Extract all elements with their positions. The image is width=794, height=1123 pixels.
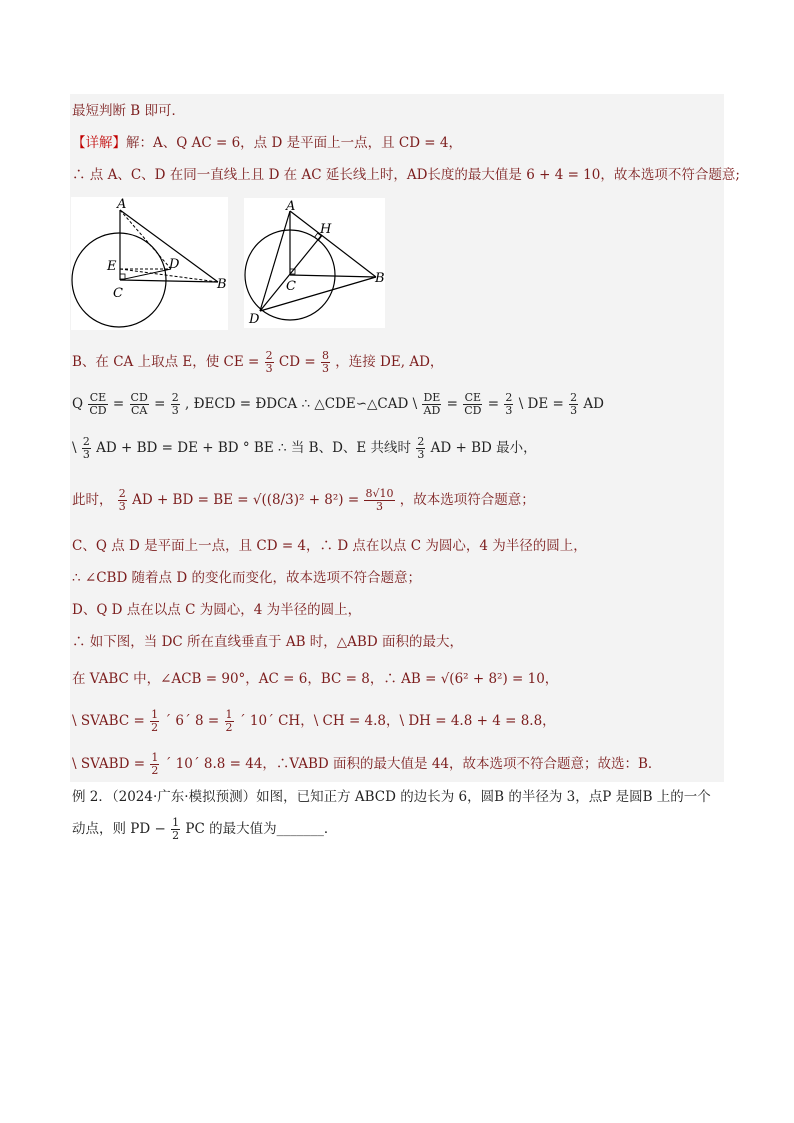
fig2-label-d: D — [249, 312, 260, 327]
fraction-numerator: 2 — [505, 391, 513, 404]
example-2-text: 例 2．（2024·广东·模拟预测）如图，已知正方 ABCD 的边长为 6，圆B 的半径为 3，点P 是圆B 上的一个 — [72, 789, 711, 805]
fraction-denominator: CA — [130, 404, 148, 417]
example-2-line-1 — [72, 788, 711, 806]
fraction-numerator: CE — [464, 391, 482, 404]
fraction-denominator: 3 — [570, 404, 578, 417]
text-line-3 — [72, 166, 740, 184]
line-4-part-a: B、在 CA 上取点 E，使 CE = — [72, 354, 260, 370]
line-5-part-b: , ÐECD = ÐDCA ∴ △CDE∽△CAD \ — [184, 396, 418, 412]
fraction — [82, 436, 91, 461]
figure-1-diagram — [71, 197, 228, 330]
fraction-denominator: 2 — [151, 721, 159, 734]
line-14-part-b: ´ 10´ 8.8 = 44，∴VABD 面积的最大值是 44，故本选项不符合题意；故选：B． — [164, 756, 662, 772]
line-6-part-a: \ — [72, 440, 77, 456]
line-10-text: D、Q D 点在以点 C 为圆心，4 为半径的圆上， — [72, 602, 362, 618]
fraction — [422, 392, 441, 417]
fraction-denominator: CD — [464, 404, 482, 417]
fig2-label-b: B — [375, 271, 385, 286]
fraction-numerator: 2 — [265, 349, 273, 362]
line-13-part-b: ´ 6´ 8 = — [164, 713, 220, 729]
text-line-8 — [72, 537, 587, 555]
fig1-label-a: A — [117, 197, 127, 212]
fraction — [130, 392, 149, 417]
fraction-numerator: 2 — [417, 435, 425, 448]
line-4-part-b: CD = — [278, 354, 316, 370]
example-2-part-a: 动点，则 PD − — [72, 821, 166, 837]
text-line-5 — [72, 392, 604, 417]
fraction-denominator: 3 — [82, 448, 90, 461]
fraction — [321, 350, 330, 375]
fraction-denominator: 3 — [265, 362, 273, 375]
fraction — [118, 488, 127, 513]
fig1-label-d: D — [169, 257, 180, 272]
line-5-part-a: Q — [72, 396, 84, 412]
fraction-denominator: AD — [423, 404, 441, 417]
fraction-numerator: CD — [130, 391, 148, 404]
line-13-part-c: ´ 10´ CH，\ CH = 4.8，\ DH = 4.8 + 4 = 8.8， — [238, 713, 556, 729]
fraction — [225, 709, 234, 734]
fig2-label-a: A — [286, 199, 296, 214]
text-line-9 — [72, 569, 421, 587]
fraction — [88, 392, 107, 417]
equals-sign: = — [446, 396, 458, 412]
fraction-numerator: CE — [89, 391, 107, 404]
fraction-numerator: 8√10 — [365, 487, 394, 500]
fraction-numerator: DE — [423, 391, 441, 404]
fraction — [150, 709, 159, 734]
line-8-text: C、Q 点 D 是平面上一点，且 CD = 4，∴ D 点在以点 C 为圆心，4 为半径的圆上， — [72, 538, 587, 554]
figure-2 — [244, 198, 385, 328]
fraction-numerator: 2 — [118, 487, 126, 500]
fraction — [416, 436, 425, 461]
fig2-label-c: C — [286, 279, 296, 294]
fraction — [265, 350, 274, 375]
fraction-numerator: 8 — [321, 349, 329, 362]
fraction-numerator: 2 — [82, 435, 90, 448]
line-7-part-b: AD + BD = BE = √((8/3)² + 8²) = — [132, 492, 360, 508]
fraction-numerator: 1 — [151, 751, 159, 764]
line-2-text: 解：A、Q AC = 6，点 D 是平面上一点，且 CD = 4， — [126, 135, 463, 151]
example-2-part-b: PC 的最大值为_______． — [185, 821, 338, 837]
fraction-denominator: CD — [89, 404, 107, 417]
fraction-denominator: 3 — [417, 448, 425, 461]
line-7-part-a: 此时， — [72, 492, 113, 508]
text-line-7 — [72, 488, 535, 513]
fraction — [504, 392, 513, 417]
fraction-numerator: 2 — [570, 391, 578, 404]
line-9-text: ∴ ∠CBD 随着点 D 的变化而变化，故本选项不符合题意； — [72, 570, 421, 586]
text-line-6 — [72, 436, 537, 461]
fraction-numerator: 1 — [151, 708, 159, 721]
text-line-11 — [72, 633, 463, 651]
text-line-12 — [72, 670, 558, 688]
text-line-13 — [72, 709, 556, 734]
figure-2-diagram — [244, 198, 385, 328]
line-7-part-c: ，故本选项符合题意； — [399, 492, 535, 508]
line-11-text: ∴ 如下图，当 DC 所在直线垂直于 AB 时，△ABD 面积的最大， — [72, 634, 463, 650]
line-5-part-c: \ DE = — [518, 396, 564, 412]
equals-sign: = — [154, 396, 166, 412]
text-line-1 — [72, 102, 185, 120]
fraction-numerator: 1 — [225, 708, 233, 721]
fraction — [364, 488, 394, 513]
line-14-part-a: \ SVABD = — [72, 756, 146, 772]
text-line-2 — [72, 134, 462, 152]
detail-tag: 【详解】 — [72, 135, 126, 151]
fig2-label-h: H — [320, 222, 332, 237]
line-12-text: 在 VABC 中，∠ACB = 90°，AC = 6，BC = 8，∴ AB = √(6² + 8²) = 10， — [72, 671, 559, 687]
text-line-10 — [72, 601, 361, 619]
fraction-denominator: 2 — [225, 721, 233, 734]
fraction-denominator: 3 — [505, 404, 513, 417]
equals-sign: = — [112, 396, 125, 412]
text-line-14 — [72, 752, 661, 777]
fraction-denominator: 2 — [172, 829, 180, 842]
fraction-denominator: 3 — [321, 362, 329, 375]
fig1-label-e: E — [107, 259, 117, 274]
line-1-text: 最短判断 B 即可． — [72, 103, 186, 119]
line-6-part-c: AD + BD 最小， — [430, 440, 537, 456]
fraction-denominator: 2 — [151, 764, 159, 777]
fraction — [150, 752, 159, 777]
line-6-part-b: AD + BD = DE + BD ° BE ∴ 当 B、D、E 共线时 — [96, 440, 412, 456]
fraction-denominator: 3 — [118, 500, 126, 513]
line-5-part-d: AD — [583, 396, 604, 412]
fig1-label-c: C — [113, 286, 123, 301]
equals-sign: = — [487, 396, 500, 412]
fraction-denominator: 3 — [375, 500, 383, 513]
line-13-part-a: \ SVABC = — [72, 713, 145, 729]
text-line-4 — [72, 350, 443, 375]
fraction-numerator: 1 — [172, 816, 180, 829]
fraction — [171, 817, 180, 842]
figure-1 — [71, 197, 228, 330]
fraction-numerator: 2 — [171, 391, 179, 404]
example-2-line-2 — [72, 817, 337, 842]
line-3-text: ∴ 点 A、C、D 在同一直线上且 D 在 AC 延长线上时，AD长度的最大值是 6 + 4 = 10，故本选项不符合题意; — [72, 167, 740, 183]
fraction — [569, 392, 578, 417]
line-4-part-c: ，连接 DE, AD， — [335, 354, 444, 370]
fraction — [463, 392, 482, 417]
fig1-label-b: B — [217, 277, 227, 292]
fraction-denominator: 3 — [171, 404, 179, 417]
fraction — [171, 392, 180, 417]
